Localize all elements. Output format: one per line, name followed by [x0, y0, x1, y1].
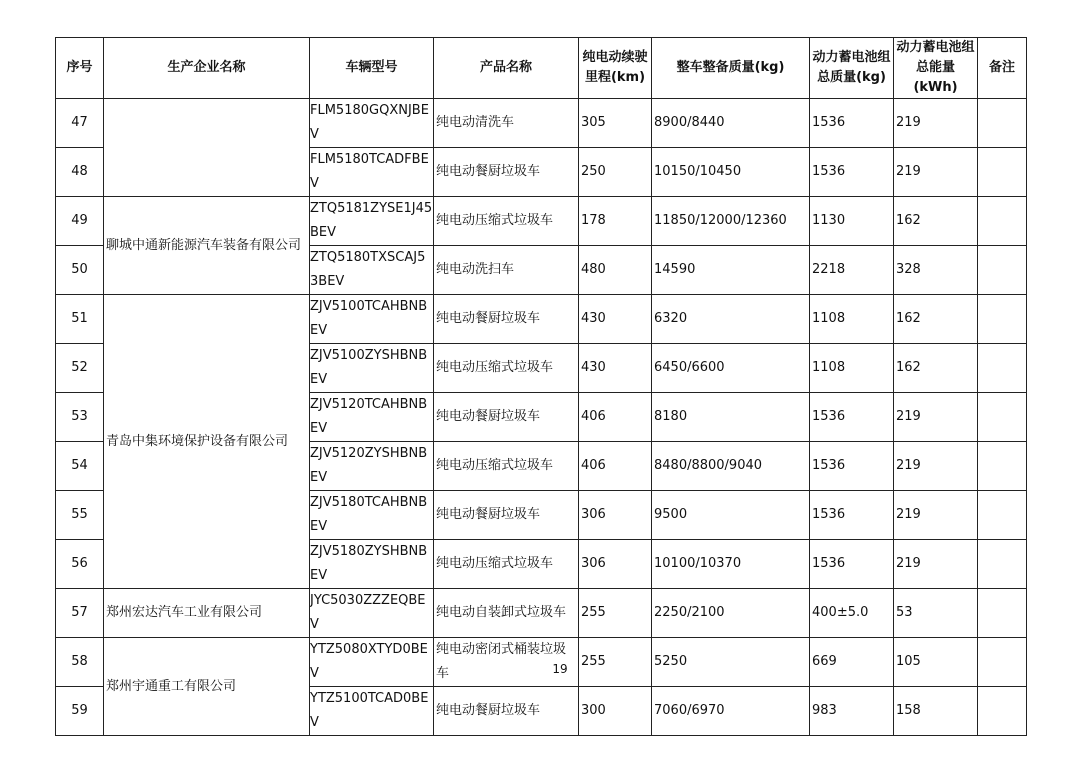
header-company: 生产企业名称 [104, 38, 310, 99]
cell-seq: 58 [56, 638, 104, 687]
cell-battery-mass: 1108 [810, 344, 894, 393]
cell-note [978, 687, 1027, 736]
cell-model: JYC5030ZZZEQBEV [310, 589, 434, 638]
cell-mass: 11850/12000/12360 [652, 197, 810, 246]
cell-product: 纯电动压缩式垃圾车 [434, 540, 579, 589]
cell-battery-mass: 1536 [810, 99, 894, 148]
cell-mass: 5250 [652, 638, 810, 687]
cell-range: 255 [579, 638, 652, 687]
cell-note [978, 99, 1027, 148]
cell-mass: 8480/8800/9040 [652, 442, 810, 491]
cell-seq: 56 [56, 540, 104, 589]
cell-product: 纯电动压缩式垃圾车 [434, 197, 579, 246]
cell-range: 406 [579, 393, 652, 442]
cell-mass: 7060/6970 [652, 687, 810, 736]
cell-product: 纯电动餐厨垃圾车 [434, 687, 579, 736]
cell-range: 306 [579, 491, 652, 540]
header-seq: 序号 [56, 38, 104, 99]
table-row [56, 295, 1027, 344]
cell-product: 纯电动洗扫车 [434, 246, 579, 295]
cell-mass: 8180 [652, 393, 810, 442]
cell-battery-mass: 1130 [810, 197, 894, 246]
cell-model: ZJV5120TCAHBNBEV [310, 393, 434, 442]
cell-mass: 10100/10370 [652, 540, 810, 589]
cell-range: 305 [579, 99, 652, 148]
cell-seq: 53 [56, 393, 104, 442]
cell-battery-energy: 219 [894, 148, 978, 197]
cell-model: FLM5180GQXNJBEV [310, 99, 434, 148]
cell-company: 聊城中通新能源汽车装备有限公司 [104, 197, 310, 295]
cell-note [978, 148, 1027, 197]
cell-mass: 14590 [652, 246, 810, 295]
cell-company [104, 99, 310, 197]
cell-model: ZJV5180TCAHBNBEV [310, 491, 434, 540]
cell-product: 纯电动餐厨垃圾车 [434, 148, 579, 197]
cell-battery-mass: 1108 [810, 295, 894, 344]
cell-battery-mass: 669 [810, 638, 894, 687]
cell-note [978, 344, 1027, 393]
cell-battery-energy: 219 [894, 540, 978, 589]
cell-range: 430 [579, 344, 652, 393]
header-battery-energy: 动力蓄电池组总能量(kWh) [894, 38, 978, 99]
cell-model: ZTQ5180TXSCAJ53BEV [310, 246, 434, 295]
cell-product: 纯电动压缩式垃圾车 [434, 344, 579, 393]
cell-seq: 52 [56, 344, 104, 393]
cell-note [978, 393, 1027, 442]
cell-mass: 9500 [652, 491, 810, 540]
cell-battery-mass: 400±5.0 [810, 589, 894, 638]
cell-product: 纯电动压缩式垃圾车 [434, 442, 579, 491]
cell-model: ZJV5100TCAHBNBEV [310, 295, 434, 344]
cell-note [978, 197, 1027, 246]
cell-seq: 55 [56, 491, 104, 540]
cell-battery-energy: 162 [894, 197, 978, 246]
cell-seq: 51 [56, 295, 104, 344]
cell-battery-energy: 105 [894, 638, 978, 687]
cell-product: 纯电动餐厨垃圾车 [434, 491, 579, 540]
cell-product: 纯电动清洗车 [434, 99, 579, 148]
cell-model: ZJV5180ZYSHBNBEV [310, 540, 434, 589]
cell-battery-mass: 1536 [810, 491, 894, 540]
cell-model: YTZ5080XTYD0BEV [310, 638, 434, 687]
cell-model: ZTQ5181ZYSE1J45BEV [310, 197, 434, 246]
cell-company: 郑州宏达汽车工业有限公司 [104, 589, 310, 638]
cell-note [978, 442, 1027, 491]
cell-product: 纯电动自装卸式垃圾车 [434, 589, 579, 638]
cell-mass: 2250/2100 [652, 589, 810, 638]
cell-seq: 48 [56, 148, 104, 197]
cell-battery-energy: 219 [894, 491, 978, 540]
vehicle-table [55, 37, 1027, 736]
cell-range: 306 [579, 540, 652, 589]
cell-product: 纯电动密闭式桶装垃圾车 [434, 638, 579, 687]
cell-range: 406 [579, 442, 652, 491]
cell-battery-energy: 328 [894, 246, 978, 295]
header-model: 车辆型号 [310, 38, 434, 99]
cell-note [978, 246, 1027, 295]
cell-battery-energy: 219 [894, 99, 978, 148]
cell-battery-energy: 53 [894, 589, 978, 638]
header-product: 产品名称 [434, 38, 579, 99]
cell-company: 郑州宇通重工有限公司 [104, 638, 310, 736]
cell-note [978, 295, 1027, 344]
cell-seq: 50 [56, 246, 104, 295]
cell-note [978, 540, 1027, 589]
header-mass: 整车整备质量(kg) [652, 38, 810, 99]
cell-mass: 10150/10450 [652, 148, 810, 197]
cell-seq: 57 [56, 589, 104, 638]
table-header-row [56, 38, 1027, 99]
cell-product: 纯电动餐厨垃圾车 [434, 393, 579, 442]
cell-battery-energy: 219 [894, 393, 978, 442]
cell-range: 480 [579, 246, 652, 295]
cell-note [978, 589, 1027, 638]
cell-model: YTZ5100TCAD0BEV [310, 687, 434, 736]
cell-model: ZJV5120ZYSHBNBEV [310, 442, 434, 491]
cell-battery-energy: 162 [894, 344, 978, 393]
cell-battery-mass: 983 [810, 687, 894, 736]
cell-company: 青岛中集环境保护设备有限公司 [104, 295, 310, 589]
cell-seq: 49 [56, 197, 104, 246]
header-battery-mass: 动力蓄电池组总质量(kg) [810, 38, 894, 99]
cell-mass: 6320 [652, 295, 810, 344]
cell-range: 255 [579, 589, 652, 638]
cell-range: 430 [579, 295, 652, 344]
cell-note [978, 491, 1027, 540]
cell-mass: 6450/6600 [652, 344, 810, 393]
cell-range: 300 [579, 687, 652, 736]
cell-model: FLM5180TCADFBEV [310, 148, 434, 197]
cell-battery-mass: 1536 [810, 540, 894, 589]
cell-battery-energy: 158 [894, 687, 978, 736]
cell-battery-energy: 162 [894, 295, 978, 344]
cell-seq: 59 [56, 687, 104, 736]
table-row [56, 99, 1027, 148]
cell-range: 250 [579, 148, 652, 197]
cell-seq: 47 [56, 99, 104, 148]
cell-range: 178 [579, 197, 652, 246]
cell-battery-mass: 1536 [810, 442, 894, 491]
cell-mass: 8900/8440 [652, 99, 810, 148]
table-row [56, 589, 1027, 638]
header-note: 备注 [978, 38, 1027, 99]
page-number: 19 [552, 662, 568, 676]
cell-seq: 54 [56, 442, 104, 491]
cell-battery-mass: 2218 [810, 246, 894, 295]
table-row [56, 197, 1027, 246]
cell-product: 纯电动餐厨垃圾车 [434, 295, 579, 344]
header-range: 纯电动续驶里程(km) [579, 38, 652, 99]
cell-battery-mass: 1536 [810, 393, 894, 442]
cell-model: ZJV5100ZYSHBNBEV [310, 344, 434, 393]
cell-battery-energy: 219 [894, 442, 978, 491]
cell-battery-mass: 1536 [810, 148, 894, 197]
